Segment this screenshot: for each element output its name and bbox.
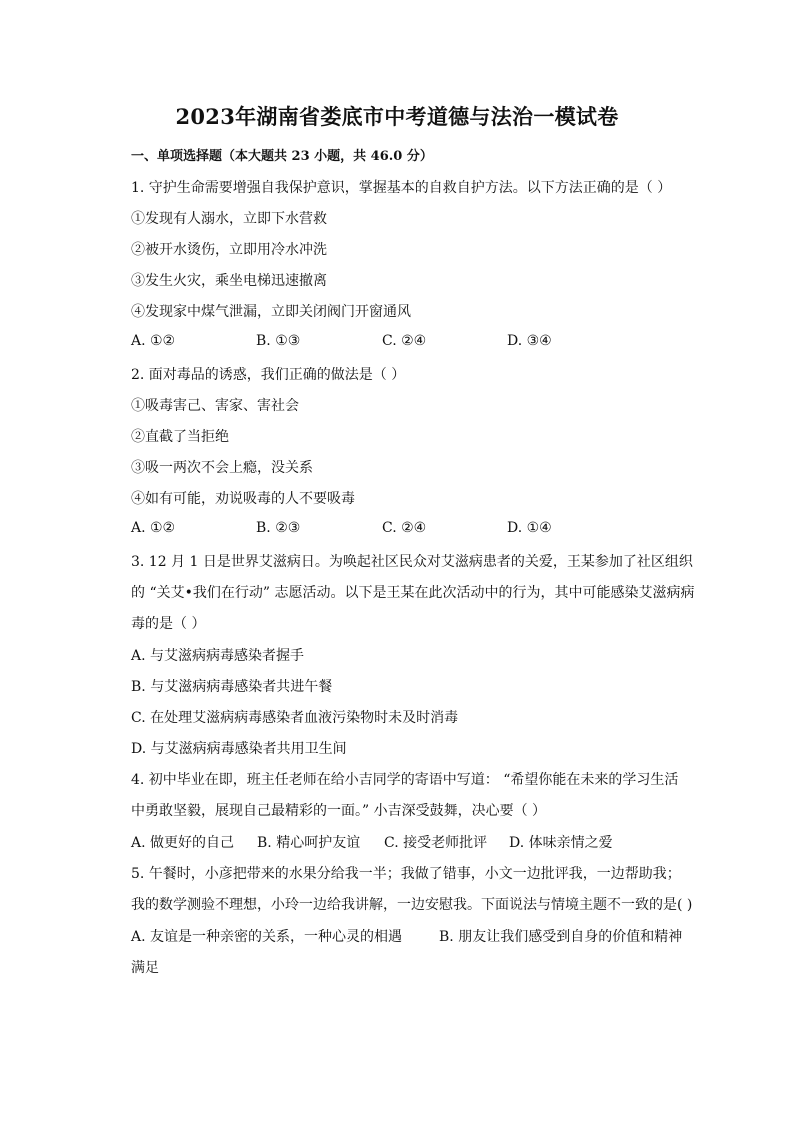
question-1-item: ①发现有人溺水，立即下水营救 [131, 211, 327, 227]
question-1-option-b: B. ①③ [256, 333, 301, 349]
question-1-item: ④发现家中煤气泄漏，立即关闭阀门开窗通风 [131, 304, 411, 320]
question-2-option-b: B. ②③ [256, 520, 301, 536]
question-4-option-d: D. 体味亲情之爱 [509, 835, 613, 851]
question-4-stem: 4. 初中毕业在即，班主任老师在给小吉同学的寄语中写道： “希望你能在未来的学习生活 [131, 772, 679, 788]
question-4-stem: 中勇敢坚毅，展现自己最精彩的一面。” 小吉深受鼓舞，决心要（ ） [131, 803, 547, 819]
question-1-stem: 1. 守护生命需要增强自我保护意识，掌握基本的自救自护方法。以下方法正确的是（ ） [131, 180, 672, 196]
question-1-item: ②被开水烫伤，立即用冷水冲洗 [131, 242, 327, 258]
question-1-option-a: A. ①② [131, 333, 176, 349]
question-2-option-c: C. ②④ [382, 520, 427, 536]
question-5-stem: 5. 午餐时，小彦把带来的水果分给我一半；我做了错事，小文一边批评我，一边帮助我； [131, 866, 681, 882]
section-heading: 一、单项选择题（本大题共 23 小题，共 46.0 分） [131, 149, 433, 164]
question-5-option-b-continued: 满足 [131, 960, 159, 976]
question-4-option-c: C. 接受老师批评 [384, 835, 488, 851]
question-3-option-b: B. 与艾滋病病毒感染者共进午餐 [131, 679, 333, 695]
question-3-stem: 的 “关艾•我们在行动” 志愿活动。以下是王某在此次活动中的行为，其中可能感染艾滋病病 [131, 585, 695, 601]
question-1-option-d: D. ③④ [507, 333, 552, 349]
question-4-option-b: B. 精心呵护友谊 [257, 835, 361, 851]
question-3-stem: 3. 12 月 1 日是世界艾滋病日。为唤起社区民众对艾滋病患者的关爱，王某参加了社区组织 [131, 554, 693, 570]
question-3-option-a: A. 与艾滋病病毒感染者握手 [131, 648, 305, 664]
question-2-item: ②直截了当拒绝 [131, 429, 229, 445]
question-3-option-c: C. 在处理艾滋病病毒感染者血液污染物时未及时消毒 [131, 710, 459, 726]
question-2-stem: 2. 面对毒品的诱惑，我们正确的做法是（ ） [131, 367, 406, 383]
page-title: 2023年湖南省娄底市中考道德与法治一模试卷 [175, 104, 619, 129]
question-1-item: ③发生火灾，乘坐电梯迅速撤离 [131, 273, 327, 289]
question-4-option-a: A. 做更好的自己 [131, 835, 235, 851]
question-2-item: ③吸一两次不会上瘾，没关系 [131, 460, 313, 476]
question-5-stem: 我的数学测验不理想，小玲一边给我讲解，一边安慰我。下面说法与情境主题不一致的是( ) [131, 897, 693, 913]
question-2-option-d: D. ①④ [507, 520, 552, 536]
question-1-option-c: C. ②④ [382, 333, 427, 349]
question-2-item: ①吸毒害己、害家、害社会 [131, 398, 299, 414]
question-5-option-a: A. 友谊是一种亲密的关系，一种心灵的相遇 [131, 929, 403, 945]
question-3-option-d: D. 与艾滋病病毒感染者共用卫生间 [131, 741, 347, 757]
question-3-stem: 毒的是（ ） [131, 616, 206, 632]
question-5-option-b: B. 朋友让我们感受到自身的价值和精神 [439, 929, 683, 945]
question-2-option-a: A. ①② [131, 520, 176, 536]
question-2-item: ④如有可能，劝说吸毒的人不要吸毒 [131, 491, 355, 507]
